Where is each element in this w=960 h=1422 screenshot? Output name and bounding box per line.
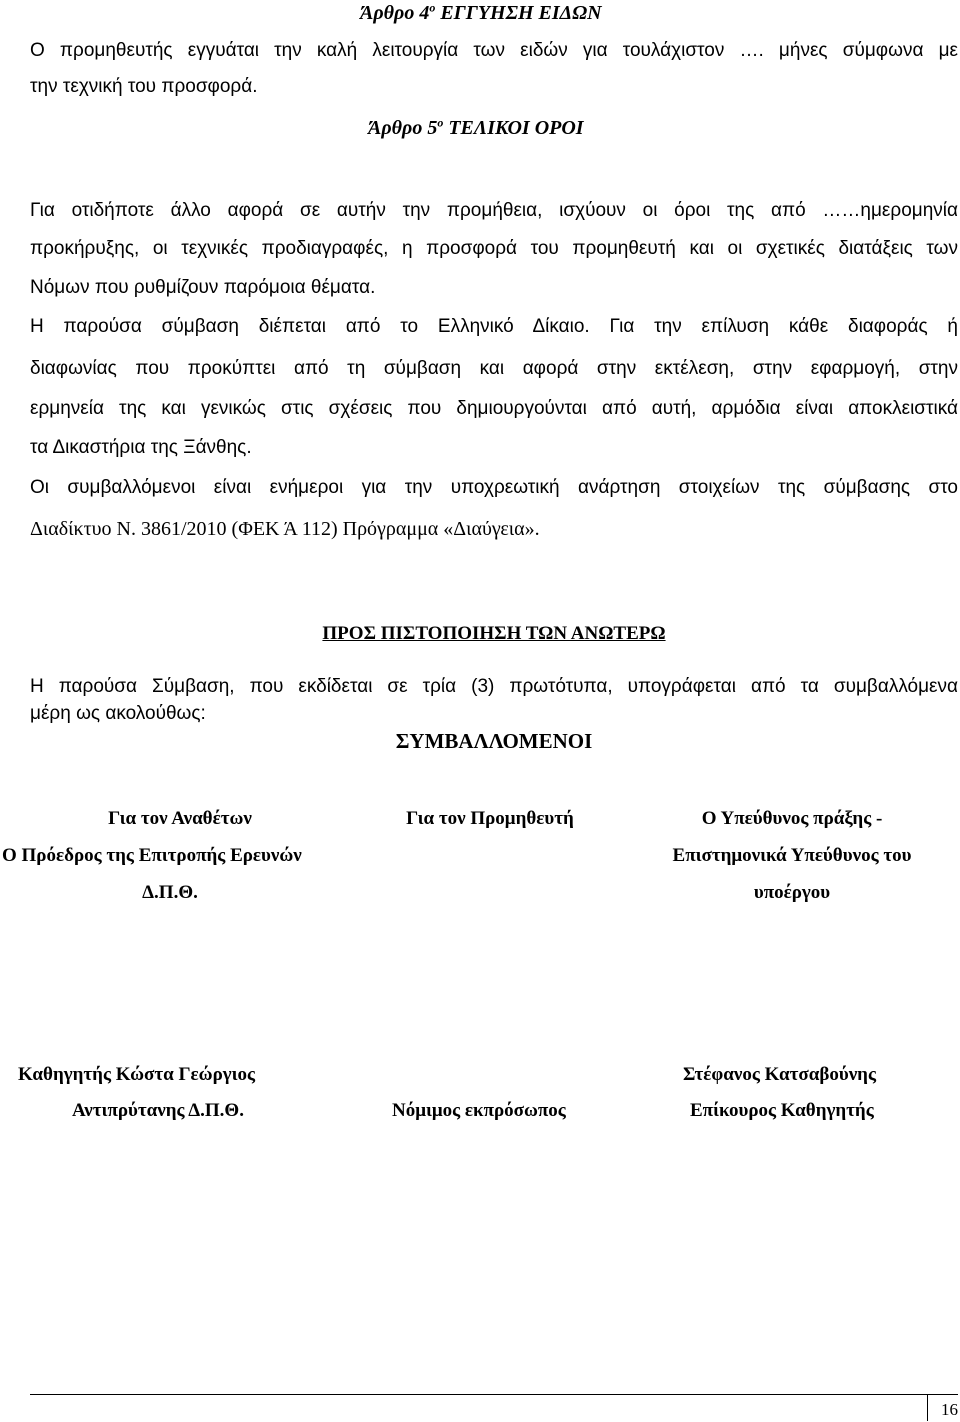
article5-heading-sup: ο [437,115,444,130]
col3-line2: Επιστημονικά Υπεύθυνος του [672,845,912,866]
col3-line3: υποέργου [753,882,831,903]
parties-heading: ΣΥΜΒΑΛΛΟΜΕΝΟΙ [395,729,593,753]
signatory-name-1: Καθηγητής Κώστα Γεώργιος [18,1064,256,1085]
article5-heading-text: Άρθρο 5 [368,117,438,139]
col1-title: Για τον Αναθέτων [108,808,252,829]
signatory-role-3: Επίκουρος Καθηγητής [690,1100,874,1121]
page-number: 16 [941,1400,958,1419]
certification-line1: Η παρούσα Σύμβαση, που εκδίδεται σε τρία (3) πρωτότυπα, υπογράφεται από τα συμβαλλόμενα [30,676,958,697]
footer-rule [30,1394,958,1395]
article5-p3-line2: Διαδίκτυο Ν. 3861/2010 (ΦΕΚ Ά 112) Πρόγραμμα «Διαύγεια». [30,518,540,540]
certification-line2: μέρη ως ακολούθως: [30,703,206,724]
article4-heading-rest: ΕΓΓΥΗΣΗ ΕΙΔΩΝ [435,2,602,24]
article4-heading [360,2,602,25]
col1-line3: Δ.Π.Θ. [142,882,198,903]
article5-p2-line4: τα Δικαστήρια της Ξάνθης. [30,437,252,458]
certification-heading: ΠΡΟΣ ΠΙΣΤΟΠΟΙΗΣΗ ΤΩΝ ΑΝΩΤΕΡΩ [322,623,666,644]
article5-p1-line2: προκήρυξης, οι τεχνικές προδιαγραφές, η προσφορά του προμηθευτή και οι σχετικές διατάξεις των [30,238,958,259]
col2-title: Για τον Προμηθευτή [406,808,574,829]
article5-heading [368,117,584,140]
col3-title: Ο Υπεύθυνος πράξης - [701,808,883,829]
signatory-role-2: Νόμιμος εκπρόσωπος [392,1100,566,1121]
col1-line2: Ο Πρόεδρος της Επιτροπής Ερευνών [2,845,302,866]
article5-p1-line3: Νόμων που ρυθμίζουν παρόμοια θέματα. [30,277,376,298]
article5-p1-line1: Για οτιδήποτε άλλο αφορά σε αυτήν την προμήθεια, ισχύουν οι όροι της από ……ημερομηνία [30,200,958,221]
article4-heading-sup: ο [429,0,436,15]
signatory-role-1: Αντιπρύτανης Δ.Π.Θ. [72,1100,244,1121]
article5-p2-line2: διαφωνίας που προκύπτει από τη σύμβαση και αφορά στην εκτέλεση, στην εφαρμογή, στην [30,358,958,379]
article5-heading-rest: ΤΕΛΙΚΟΙ ΟΡΟΙ [443,117,584,139]
article5-p3-line1: Οι συμβαλλόμενοι είναι ενήμεροι για την υποχρεωτική ανάρτηση στοιχείων της σύμβασης στο [30,477,958,498]
page-number-box [927,1394,960,1421]
article4-line1: Ο προμηθευτής εγγυάται την καλή λειτουργία των ειδών για τουλάχιστον …. μήνες σύμφωνα με [30,40,958,61]
article4-heading-text: Άρθρο 4 [360,2,430,24]
article5-p2-line1: Η παρούσα σύμβαση διέπεται από το Ελληνικό Δίκαιο. Για την επίλυση κάθε διαφοράς ή [30,316,958,337]
signatory-name-3: Στέφανος Κατσαβούνης [683,1064,876,1085]
article5-p2-line3: ερμηνεία της και γενικώς στις σχέσεις που δημιουργούνται από αυτή, αρμόδια είναι αποκλειστικά [30,398,958,419]
article4-line2: την τεχνική του προσφορά. [30,76,258,97]
